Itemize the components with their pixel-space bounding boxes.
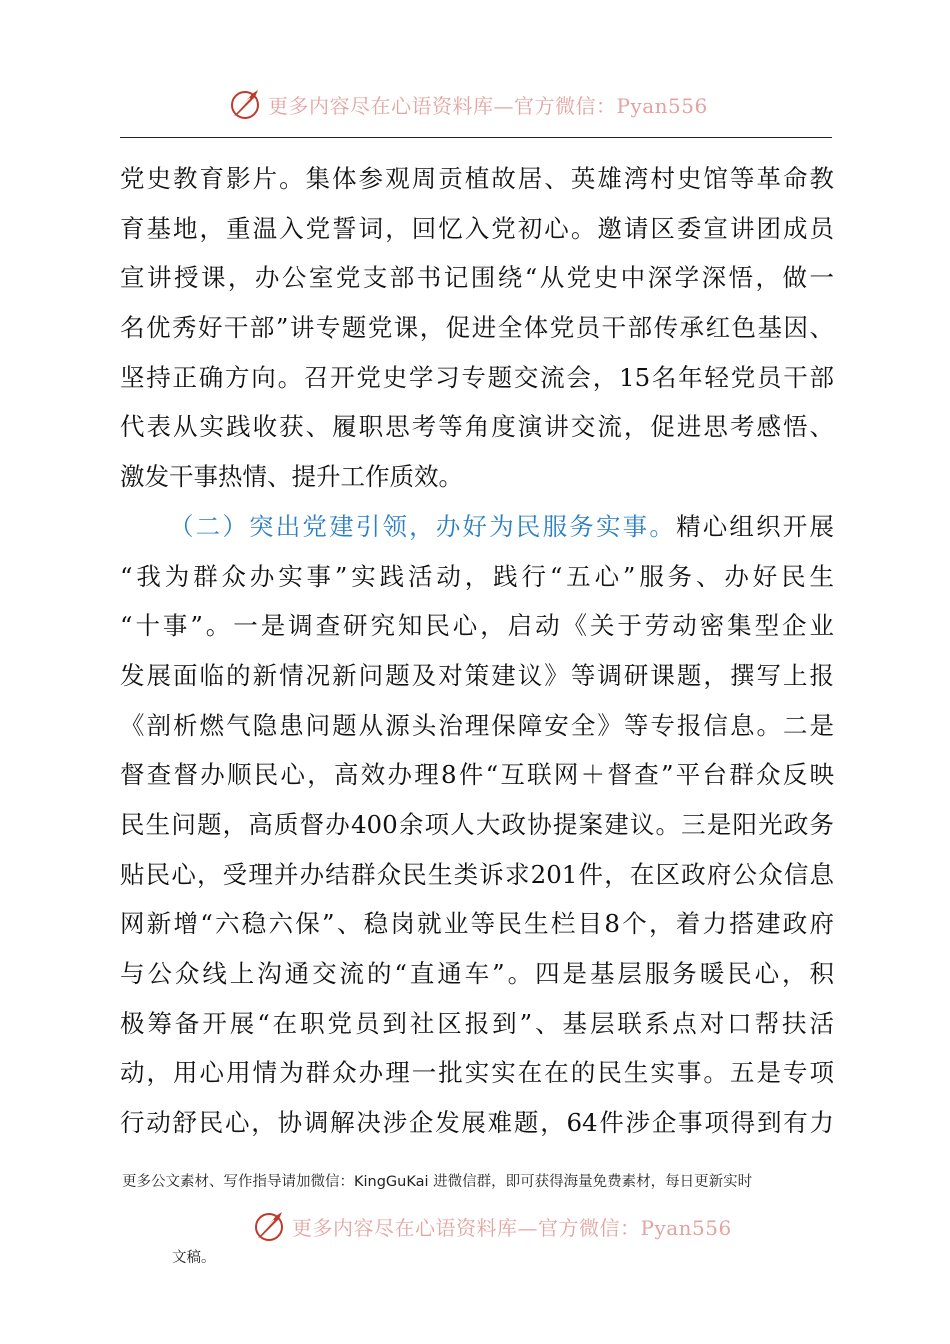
body-line: 民生问题，高质督办400余项人大政协提案建议。三是阳光政务: [120, 809, 834, 839]
document-body: [120, 154, 834, 1148]
body-line: 代表从实践收获、履职思考等角度演讲交流，促进思考感悟、: [120, 412, 834, 442]
quill-logo-icon: [228, 86, 264, 122]
footer-note: 更多公文素材、写作指导请加微信：KingGuKai 进微信群，即可获得海量免费素材，每日更新实时: [122, 1174, 753, 1190]
body-line: 行动舒民心，协调解决涉企发展难题，64件涉企事项得到有力: [120, 1108, 834, 1138]
body-line: 宣讲授课，办公室党支部书记围绕“从党史中深学深悟，做一: [120, 263, 834, 293]
body-line: 育基地，重温入党誓词，回忆入党初心。邀请区委宣讲团成员: [120, 213, 834, 243]
footer-note-continuation: 文稿。: [172, 1250, 216, 1266]
body-line: 党史教育影片。集体参观周贡植故居、英雄湾村史馆等革命教: [120, 164, 834, 193]
body-line: 极筹备开展“在职党员到社区报到”、基层联系点对口帮扶活: [120, 1008, 834, 1038]
body-line: “我为群众办实事”实践活动，践行“五心”服务、办好民生: [120, 561, 834, 591]
body-line: 激发干事热情、提升工作质效。: [120, 462, 463, 492]
body-line: 名优秀好干部”讲专题党课，促进全体党员干部传承红色基因、: [120, 313, 834, 343]
body-line: 动，用心用情为群众办理一批实实在在的民生实事。五是专项: [120, 1058, 834, 1088]
footer-watermark-text: 更多内容尽在心语资料库—官方微信：Pyan556: [292, 1215, 732, 1240]
body-line: 督查督办顺民心，高效办理8件“互联网＋督查”平台群众反映: [120, 760, 834, 790]
body-line: 发展面临的新情况新问题及对策建议》等调研课题，撰写上报: [120, 660, 834, 690]
section-heading-rest: 精心组织开展: [676, 511, 834, 541]
section-heading-line: [120, 502, 834, 552]
header-watermark-text: 更多内容尽在心语资料库—官方微信：Pyan556: [268, 93, 708, 118]
quill-logo-icon: [252, 1208, 288, 1244]
body-line: 坚持正确方向。召开党史学习专题交流会，15名年轻党员干部: [120, 362, 834, 392]
header-divider: [120, 137, 832, 138]
body-line: 与公众线上沟通交流的“直通车”。四是基层服务暖民心，积: [120, 959, 834, 988]
body-line: “十事”。一是调查研究知民心，启动《关于劳动密集型企业: [120, 611, 834, 641]
body-line: 《剖析燃气隐患问题从源头治理保障安全》等专报信息。二是: [120, 710, 834, 740]
body-line: 网新增“六稳六保”、稳岗就业等民生栏目8个，着力搭建政府: [120, 909, 834, 939]
footer-watermark: [252, 1208, 732, 1244]
section-heading: （二）突出党建引领，办好为民服务实事。: [169, 511, 677, 541]
body-line: 贴民心，受理并办结群众民生类诉求201件，在区政府公众信息: [120, 859, 834, 889]
header-watermark: [228, 86, 708, 122]
